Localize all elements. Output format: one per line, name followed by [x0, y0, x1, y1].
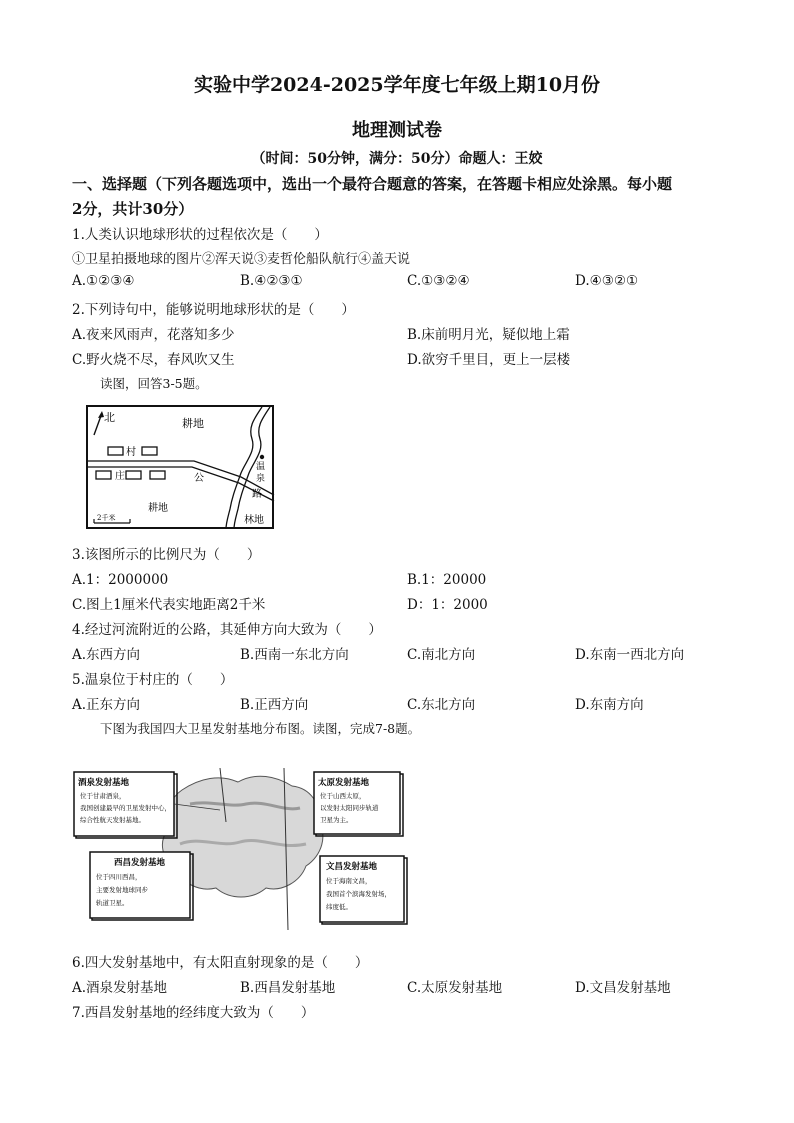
svg-text:我国创建最早的卫星发射中心，: 我国创建最早的卫星发射中心， — [80, 804, 171, 812]
q6-stem: 6.四大发射基地中，有太阳直射现象的是（ ） — [72, 955, 369, 971]
q4-option-d: D.东南一西北方向 — [575, 647, 685, 663]
svg-text:综合性航天发射基地。: 综合性航天发射基地。 — [80, 816, 145, 824]
q4-option-b: B.西南一东北方向 — [240, 647, 349, 663]
q4-option-a: A.东西方向 — [72, 647, 141, 663]
q6-option-b: B.西昌发射基地 — [240, 980, 336, 996]
q4-option-c: C.南北方向 — [407, 647, 476, 663]
svg-text:轨道卫星。: 轨道卫星。 — [96, 899, 129, 907]
q5-option-c: C.东北方向 — [407, 697, 476, 713]
q2-stem: 2.下列诗句中，能够说明地球形状的是（ ） — [72, 302, 355, 318]
q2-option-a: A.夜来风雨声，花落知多少 — [72, 327, 235, 343]
q5-option-d: D.东南方向 — [575, 697, 644, 713]
q1-option-b: B.④②③① — [240, 273, 303, 289]
house-icon — [142, 447, 157, 455]
q1-option-c: C.①③②④ — [407, 273, 470, 289]
q5-option-a: A.正东方向 — [72, 697, 141, 713]
wenchang-title: 文昌发射基地 — [326, 862, 378, 872]
q4-stem: 4.经过河流附近的公路，其延伸方向大致为（ ） — [72, 622, 382, 638]
q2-option-d: D.欲穷千里目，更上一层楼 — [407, 352, 571, 368]
map1-road-2: 路 — [252, 489, 262, 500]
map1-road-1: 公 — [194, 473, 204, 484]
svg-text:位于甘肃酒泉，: 位于甘肃酒泉， — [80, 792, 126, 800]
q3-option-c: C.图上1厘米代表实地距离2千米 — [72, 597, 266, 613]
map1-village-2: 庄 — [115, 471, 125, 482]
q2-option-c: C.野火烧不尽，春风吹又生 — [72, 352, 235, 368]
q5-option-b: B.正西方向 — [240, 697, 309, 713]
q6-option-d: D.文昌发射基地 — [575, 980, 671, 996]
svg-text:我国首个滨海发射场，: 我国首个滨海发射场， — [326, 890, 391, 898]
xichang-title: 西昌发射基地 — [114, 858, 166, 868]
q1-option-a: A.①②③④ — [72, 273, 135, 289]
map1-hot-spring-2: 泉 — [256, 474, 266, 484]
map1-farmland-bottom: 耕地 — [148, 503, 168, 514]
svg-text:以发射太阳同步轨道: 以发射太阳同步轨道 — [320, 804, 379, 812]
read-map-note-1: 读图，回答3-5题。 — [100, 376, 208, 391]
map1-farmland-top: 耕地 — [182, 417, 204, 430]
q2-option-b: B.床前明月光，疑似地上霜 — [407, 327, 570, 343]
jiuquan-title: 酒泉发射基地 — [78, 778, 130, 788]
map1-hot-spring-1: 温 — [256, 462, 266, 472]
svg-text:纬度低。: 纬度低。 — [326, 903, 352, 911]
q1-items: ①卫星拍摄地球的图片②浑天说③麦哲伦船队航行④盖天说 — [72, 252, 411, 267]
map1-scale-label: 2千米 — [97, 514, 116, 522]
hot-spring-icon — [260, 455, 264, 459]
map1-north-label: 北 — [104, 411, 115, 424]
exam-meta: （时间：50分钟，满分：50分）命题人：王姣 — [251, 151, 543, 167]
village-map — [86, 405, 276, 531]
section-heading-line1: 一、选择题（下列各题选项中，选出一个最符合题意的答案，在答题卡相应处涂黑。每小题 — [72, 175, 673, 193]
q7-stem: 7.西昌发射基地的经纬度大致为（ ） — [72, 1005, 315, 1021]
svg-text:位于海南文昌，: 位于海南文昌， — [326, 877, 372, 885]
map1-forest: 林地 — [244, 515, 264, 526]
q3-option-d: D：1：2000 — [407, 597, 488, 613]
q6-option-a: A.酒泉发射基地 — [72, 980, 168, 996]
map1-village-1: 村 — [126, 447, 136, 458]
house-icon — [96, 471, 111, 479]
launch-sites-map — [70, 764, 410, 934]
svg-text:位于山西太原，: 位于山西太原， — [320, 792, 366, 800]
section-heading-line2: 2分，共计30分） — [72, 200, 194, 218]
q1-option-d: D.④③②① — [575, 273, 639, 289]
house-icon — [150, 471, 165, 479]
house-icon — [108, 447, 123, 455]
q3-option-b: B.1：20000 — [407, 572, 487, 588]
svg-text:卫星为主。: 卫星为主。 — [320, 816, 353, 824]
q1-stem: 1.人类认识地球形状的过程依次是（ ） — [72, 227, 328, 243]
q3-stem: 3.该图所示的比例尺为（ ） — [72, 547, 261, 563]
taiyuan-title: 太原发射基地 — [318, 778, 370, 788]
svg-text:位于四川西昌，: 位于四川西昌， — [96, 873, 142, 881]
house-icon — [126, 471, 141, 479]
exam-title: 实验中学2024-2025学年度七年级上期10月份 — [193, 74, 601, 96]
q6-option-c: C.太原发射基地 — [407, 980, 503, 996]
read-map-note-2: 下图为我国四大卫星发射基地分布图。读图，完成7-8题。 — [100, 721, 421, 736]
svg-text:主要发射地球同步: 主要发射地球同步 — [96, 886, 148, 894]
exam-subtitle: 地理测试卷 — [352, 120, 442, 141]
q3-option-a: A.1：2000000 — [72, 572, 169, 588]
q5-stem: 5.温泉位于村庄的（ ） — [72, 672, 234, 688]
